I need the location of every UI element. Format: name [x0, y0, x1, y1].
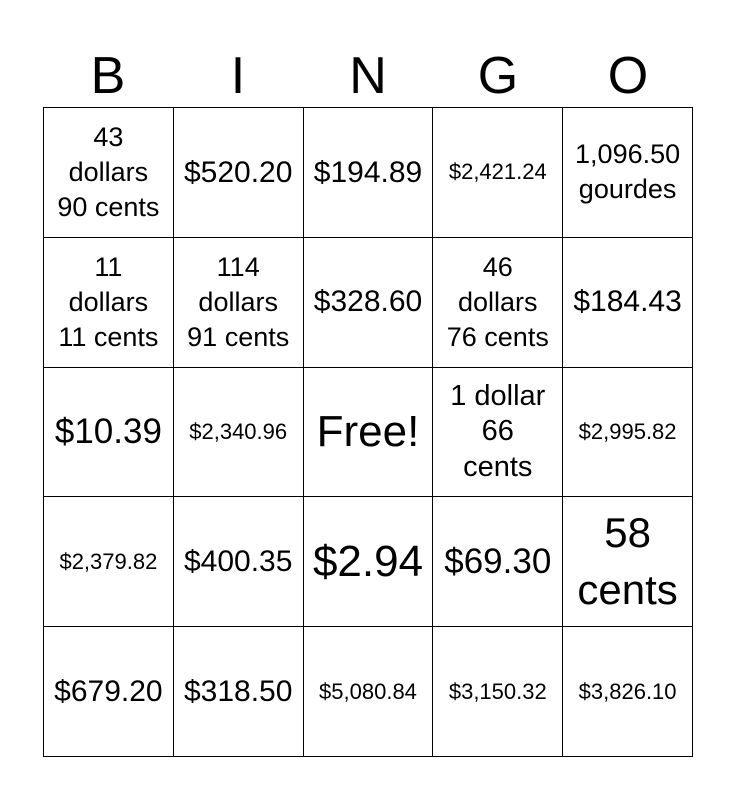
- cell-text: 114 dollars 91 cents: [187, 251, 290, 352]
- cell-text: $194.89: [313, 155, 423, 189]
- cell-text: $69.30: [444, 542, 552, 582]
- header-letter-i: I: [230, 47, 246, 105]
- bingo-cell-r3-c3[interactable]: [304, 368, 434, 498]
- bingo-cell-r2-c4[interactable]: [433, 238, 563, 368]
- bingo-cell-r3-c4[interactable]: [433, 368, 563, 498]
- bingo-cell-r5-c5[interactable]: [563, 627, 693, 757]
- cell-text: $10.39: [54, 412, 162, 452]
- cell-text: $2.94: [312, 536, 424, 586]
- header-letter-n: N: [349, 47, 387, 105]
- cell-text-free: Free!: [316, 406, 420, 456]
- cell-text: 1,096.50 gourdes: [575, 139, 681, 205]
- bingo-cell-r5-c4[interactable]: [433, 627, 563, 757]
- cell-text: $2,995.82: [578, 418, 677, 444]
- bingo-cell-r1-c4[interactable]: [433, 108, 563, 238]
- bingo-cell-r2-c3[interactable]: [304, 238, 434, 368]
- bingo-cell-r3-c1[interactable]: [44, 368, 174, 498]
- bingo-cell-r1-c5[interactable]: [563, 108, 693, 238]
- cell-text: $328.60: [313, 285, 423, 319]
- bingo-cell-r5-c1[interactable]: [44, 627, 174, 757]
- header-letter-o: O: [607, 47, 649, 105]
- bingo-cell-r5-c2[interactable]: [174, 627, 304, 757]
- cell-text: 58 cents: [577, 509, 678, 613]
- cell-text: $3,826.10: [578, 678, 677, 704]
- bingo-board: [43, 107, 693, 757]
- cell-text: 11 dollars 11 cents: [58, 251, 159, 352]
- bingo-cell-r5-c3[interactable]: [304, 627, 434, 757]
- bingo-cell-r4-c5[interactable]: [563, 497, 693, 627]
- bingo-cell-r1-c2[interactable]: [174, 108, 304, 238]
- cell-text: $184.43: [573, 285, 682, 319]
- cell-text: $5,080.84: [319, 678, 417, 704]
- bingo-cell-r3-c5[interactable]: [563, 368, 693, 498]
- bingo-cell-r2-c2[interactable]: [174, 238, 304, 368]
- cell-text: $2,340.96: [189, 418, 288, 444]
- bingo-cell-r4-c3[interactable]: [304, 497, 434, 627]
- bingo-cell-r1-c3[interactable]: [304, 108, 434, 238]
- cell-text: $2,421.24: [448, 159, 547, 185]
- bingo-cell-r2-c5[interactable]: [563, 238, 693, 368]
- header-letter-g: G: [477, 47, 519, 105]
- bingo-cell-r2-c1[interactable]: [44, 238, 174, 368]
- header-letter-b: B: [90, 47, 126, 105]
- cell-text: 43 dollars 90 cents: [57, 121, 160, 222]
- cell-text: 46 dollars 76 cents: [446, 251, 549, 352]
- bingo-cell-r3-c2[interactable]: [174, 368, 304, 498]
- cell-text: $520.20: [183, 155, 293, 189]
- cell-text: $679.20: [54, 674, 163, 708]
- cell-text: 1 dollar 66 cents: [450, 379, 546, 483]
- bingo-header: [43, 44, 693, 108]
- cell-text: $2,379.82: [59, 548, 158, 574]
- cell-text: $400.35: [183, 545, 293, 579]
- bingo-cell-r4-c4[interactable]: [433, 497, 563, 627]
- cell-text: $3,150.32: [448, 678, 547, 704]
- cell-text: $318.50: [183, 674, 293, 708]
- bingo-cell-r1-c1[interactable]: [44, 108, 174, 238]
- bingo-cell-r4-c2[interactable]: [174, 497, 304, 627]
- bingo-cell-r4-c1[interactable]: [44, 497, 174, 627]
